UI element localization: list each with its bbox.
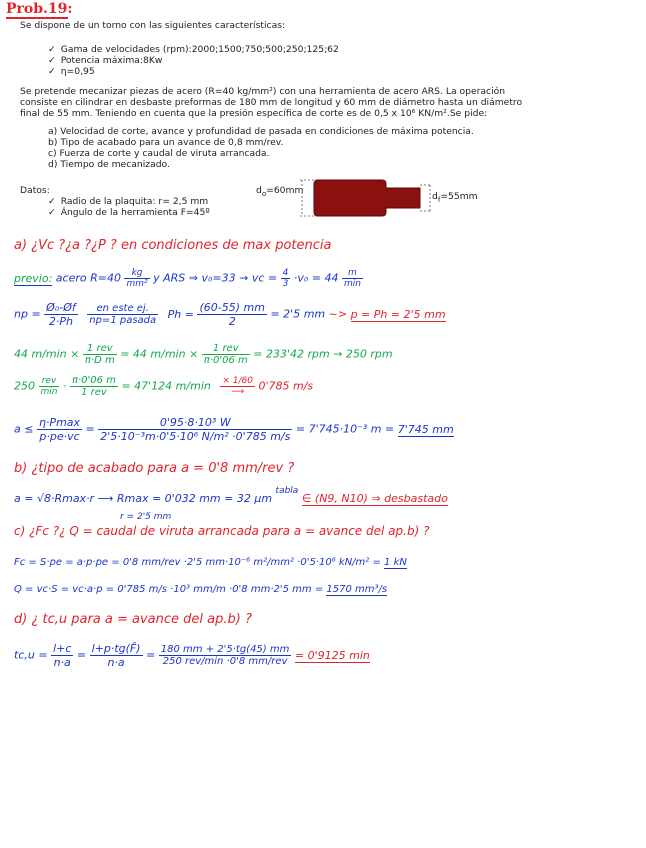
part-c-heading: c) ¿Fc ?¿ Q = caudal de viruta arrancada para a = avance del ap.b) ? [14, 524, 430, 538]
cutting-force-line: Fc = S·pe = a·p·pe = 0'8 mm/rev ·2'5 mm·10⁻⁶ m²/mm² ·0'5·10⁶ kN/m² = 1 kN [14, 557, 407, 568]
previo-line: previo: acero R=40 $\frac{kg}{\text{mm²}}$ y ARS ⇒ v₀=33 → vc = $\frac{4}{3}$ ·v₀ = 44 $\frac{m}{\min}$ [14, 268, 361, 289]
datos-item: ✓ Radio de la plaquita: r= 2,5 mm [48, 196, 208, 207]
d0-label: $d_o=60mm$ [256, 185, 304, 198]
datos-label: Datos: [20, 185, 50, 196]
question-item: b) Tipo de acabado para un avance de 0,8 mm/rev. [48, 137, 284, 148]
statement-paragraph-line: final de 55 mm. Teniendo en cuenta que la presión específica de corte es de 0,5 x 10⁶ KN/m².Se pide: [20, 108, 488, 119]
chip-flow-line: Q = vc·S = vc·a·p = 0'785 m/s ·10³ mm/m ·0'8 mm·2'5 mm = 1570 mm³/s [14, 584, 388, 595]
statement-paragraph-line: consiste en cilindrar en desbaste preformas de 180 mm de longitud y 60 mm de diámetro hasta un diámetro [20, 97, 523, 108]
df-label: $d_f=55mm$ [432, 191, 478, 204]
radius-note: r = 2'5 mm [120, 512, 172, 522]
machining-time-line: tc,u = $\frac{l+c}{n\cdot a}$ = $\frac{l+p\cdot tg(F̂)}{n\cdot a}$ = $\frac{180 mm + 2'5\cdot tg(45) mm}{\text{250 rev/min ·0'8 mm/rev}}$ = 0'9125 min [14, 642, 370, 669]
feature-item: ✓ Potencia máxima:8Kw [48, 55, 162, 66]
part-b-heading: b) ¿tipo de acabado para a = 0'8 mm/rev ? [14, 461, 295, 476]
feature-item: ✓ Gama de velocidades (rpm):2000;1500;750;500;250;125;62 [48, 44, 339, 55]
vc-line: 250 $\frac{\text{rev}}{\min}$ · $\frac{\pi\cdot 0'06 m}{\text{1 rev}}$ = 47'124 m/min $\frac{\times 1/60}{⟶}$ 0'785 m/s [14, 375, 314, 398]
np-line: np = $\frac{\text{Ø₀-Øf}}{2\cdot Ph}$ $\frac{\text{en este ej.}}{\text{np=1 pasada}}$ Ph = $\frac{(60-55) mm}{2}$ = 2'5 mm ~> p = Ph = 2'5 mm [14, 301, 446, 328]
part-a-heading: a) ¿Vc ?¿a ?¿P ? en condiciones de max potencia [14, 238, 332, 253]
feature-item: ✓ η=0,95 [48, 66, 95, 77]
statement-paragraph-line: Se pretende mecanizar piezas de acero (R=40 kg/mm²) con una herramienta de acero ARS. La operación [20, 86, 506, 97]
title-underline [6, 17, 68, 19]
workpiece-shape [314, 180, 420, 216]
statement-intro: Se dispone de un torno con las siguientes características: [20, 20, 286, 31]
question-item: a) Velocidad de corte, avance y profundidad de pasada en condiciones de máxima potencia. [48, 126, 474, 137]
feed-line: a ≤ $\frac{\eta\cdot Pmax}{p\cdot pe\cdot vc}$ = $\frac{\text{0'95·8·10³ W}}{\text{2'5·10⁻³m·0'5·10⁶ N/m² ·0'785 m/s}}$ = 7'745·10⁻³ m = 7'745 mm [14, 416, 454, 443]
rmax-line: a = √8·Rmax·r ⟶ Rmax = 0'032 mm = 32 μm $^{tabla}$ ∈ (N9, N10) ⇒ desbastado [14, 486, 448, 505]
datos-item: ✓ Ángulo de la herramienta F=45º [48, 207, 210, 218]
question-item: d) Tiempo de mecanizado. [48, 159, 170, 170]
part-d-heading: d) ¿ tc,u para a = avance del ap.b) ? [14, 612, 252, 627]
problem-title: Prob.19: [6, 1, 73, 17]
question-item: c) Fuerza de corte y caudal de viruta arrancada. [48, 148, 270, 159]
rpm-line: 44 m/min × $\frac{\text{1 rev}}{\text{π·D m}}$ = 44 m/min × $\frac{\text{1 rev}}{\pi\cdot 0'06 m}$ = 233'42 rpm → 250 rpm [14, 343, 393, 366]
